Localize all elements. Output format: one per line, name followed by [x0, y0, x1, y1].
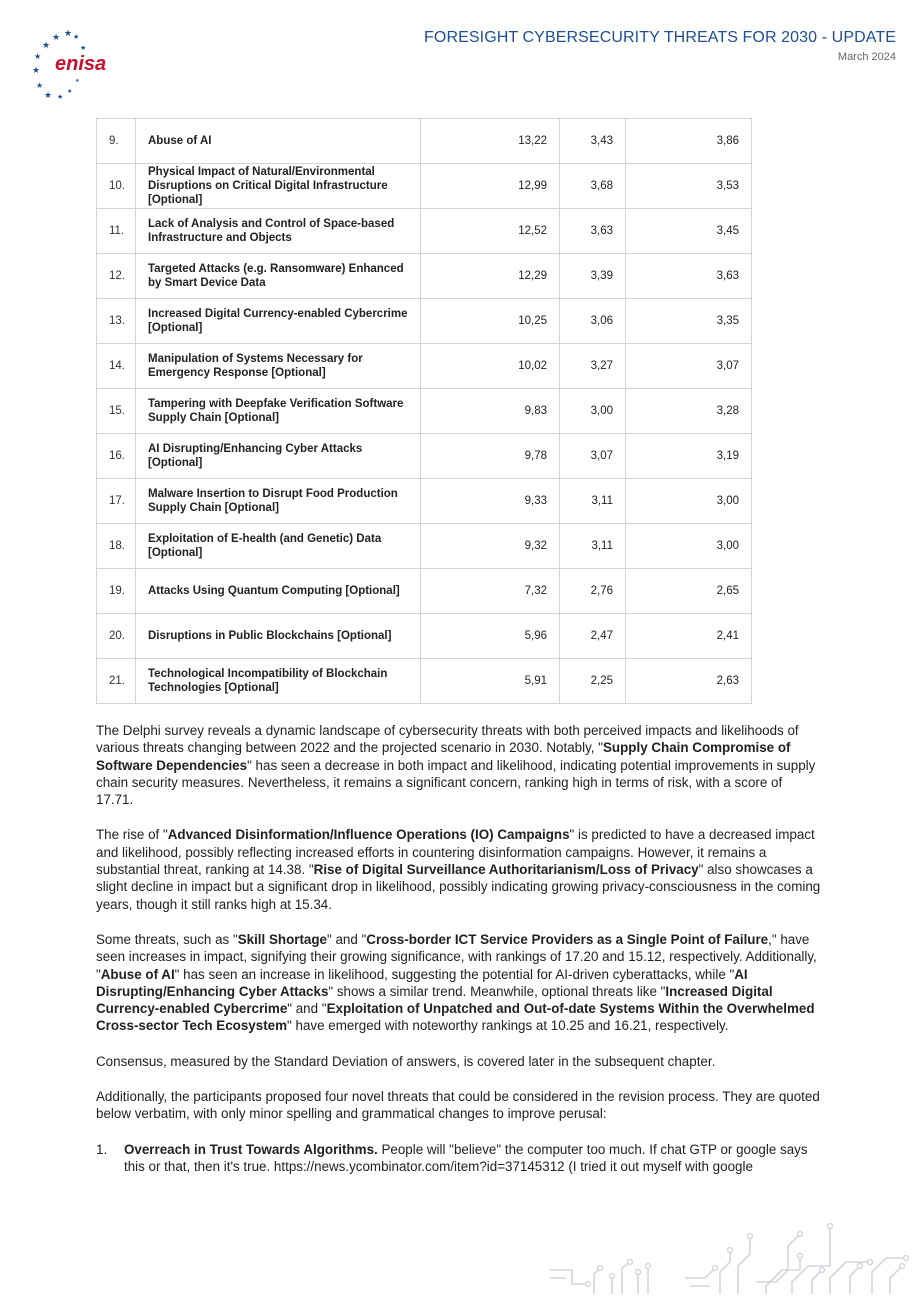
row-number: 11. [97, 209, 136, 254]
paragraph-consensus: Consensus, measured by the Standard Deviation of answers, is covered later in the subsequent chapter. [96, 1053, 716, 1069]
row-number: 12. [97, 254, 136, 299]
list-item [96, 1141, 822, 1176]
enisa-logo [28, 26, 118, 102]
threats-table [96, 118, 752, 704]
threat-name: Targeted Attacks (e.g. Ransomware) Enhanced by Smart Device Data [136, 254, 421, 299]
row-number: 15. [97, 389, 136, 434]
likelihood-value: 3,07 [626, 344, 752, 389]
table-row [97, 254, 752, 299]
threat-name: Increased Digital Currency-enabled Cybercrime [Optional] [136, 299, 421, 344]
risk-value: 9,33 [421, 479, 560, 524]
threat-highlight: Skill Shortage [237, 931, 327, 947]
row-number: 16. [97, 434, 136, 479]
row-number: 9. [97, 119, 136, 164]
likelihood-value: 3,00 [626, 479, 752, 524]
body-text [96, 722, 822, 1175]
table-row [97, 614, 752, 659]
table-row [97, 524, 752, 569]
document-date: March 2024 [837, 51, 896, 63]
table-row [97, 389, 752, 434]
risk-value: 9,32 [421, 524, 560, 569]
impact-value: 3,27 [560, 344, 626, 389]
impact-value: 2,25 [560, 659, 626, 704]
svg-text:★: ★ [52, 33, 61, 43]
risk-value: 5,96 [421, 614, 560, 659]
impact-value: 2,47 [560, 614, 626, 659]
threat-highlight: Supply Chain Compromise of Software Dependencies [96, 740, 791, 773]
paragraph-text: ," have seen increases in impact, signifying their growing significance, with rankings of 17.20 and 15.12, respectively. Additionally, " [96, 931, 817, 982]
row-number: 20. [97, 614, 136, 659]
likelihood-value: 3,28 [626, 389, 752, 434]
threat-name: AI Disrupting/Enhancing Cyber Attacks [Optional] [136, 434, 421, 479]
paragraph-disinformation [96, 826, 822, 912]
table-row [97, 209, 752, 254]
impact-value: 3,63 [560, 209, 626, 254]
list-item-body [124, 1141, 822, 1176]
threat-highlight: Increased Digital Currency-enabled Cybercrime [96, 983, 773, 1017]
paragraph-text: " has seen a decrease in both impact and likelihood, indicating potential improvements in supply chain security measures. Nevertheless, it remains a significant concern, ranking high in terms of risk, with a score of 17.71. [96, 757, 816, 808]
svg-text:★: ★ [42, 41, 51, 51]
row-number: 14. [97, 344, 136, 389]
impact-value: 3,11 [560, 479, 626, 524]
threat-name: Abuse of AI [136, 119, 421, 164]
list-number: 1. [96, 1141, 108, 1157]
paragraph-novel-threats: Additionally, the participants proposed four novel threats that could be considered in the revision process. They are quoted below verbatim, with only minor spelling and grammatical changes to improve perusal: [96, 1089, 820, 1122]
paragraph-text: Some threats, such as " [96, 931, 238, 947]
table-row [97, 479, 752, 524]
likelihood-value: 2,41 [626, 614, 752, 659]
paragraph-text: " is predicted to have a decreased impact and likelihood, possibly reflecting increased efforts in countering disinformation campaigns. However, it remains a substantial threat, ranking at 14.38. " [96, 827, 815, 878]
paragraph-supply-chain [96, 722, 822, 808]
threat-name: Exploitation of E-health (and Genetic) Data [Optional] [136, 524, 421, 569]
paragraph-increasing-threats [96, 931, 822, 1035]
risk-value: 10,02 [421, 344, 560, 389]
threat-highlight: Cross-border ICT Service Providers as a Single Point of Failure [366, 931, 769, 947]
svg-text:enisa: enisa [55, 53, 107, 75]
risk-value: 12,29 [421, 254, 560, 299]
list-item-title: Overreach in Trust Towards Algorithms. [124, 1141, 378, 1157]
threat-name: Technological Incompatibility of Blockchain Technologies [Optional] [136, 659, 421, 704]
row-number: 13. [97, 299, 136, 344]
likelihood-value: 3,35 [626, 299, 752, 344]
row-number: 21. [97, 659, 136, 704]
svg-text:★: ★ [36, 81, 44, 90]
list-item-text: People will "believe" the computer too much. If chat GTP or google says this or that, then it's true. https://news.ycombinator.com/item?id=37145312 (I tried it out myself with google [124, 1141, 808, 1174]
impact-value: 3,39 [560, 254, 626, 299]
threat-name: Disruptions in Public Blockchains [Optional] [136, 614, 421, 659]
risk-value: 7,32 [421, 569, 560, 614]
risk-value: 10,25 [421, 299, 560, 344]
risk-value: 9,83 [421, 389, 560, 434]
paragraph-text: " and " [287, 1001, 327, 1017]
row-number: 18. [97, 524, 136, 569]
svg-text:★: ★ [73, 33, 80, 41]
svg-text:★: ★ [34, 52, 42, 61]
risk-value: 12,99 [421, 164, 560, 209]
impact-value: 3,11 [560, 524, 626, 569]
impact-value: 3,07 [560, 434, 626, 479]
risk-value: 5,91 [421, 659, 560, 704]
likelihood-value: 3,19 [626, 434, 752, 479]
svg-text:★: ★ [67, 88, 73, 95]
threat-highlight: Advanced Disinformation/Influence Operations (IO) Campaigns [167, 827, 570, 843]
threat-highlight: Exploitation of Unpatched and Out-of-date Systems Within the Overwhelmed Cross-sector Tech Ecosystem [96, 1001, 815, 1034]
likelihood-value: 3,63 [626, 254, 752, 299]
enisa-logo-graphic [28, 26, 118, 102]
paragraph-text: " and " [327, 931, 367, 947]
table-row [97, 659, 752, 704]
threat-highlight: Rise of Digital Surveillance Authoritarianism/Loss of Privacy [313, 862, 699, 878]
table-row [97, 344, 752, 389]
impact-value: 3,00 [560, 389, 626, 434]
impact-value: 3,43 [560, 119, 626, 164]
risk-value: 13,22 [421, 119, 560, 164]
table-row [97, 434, 752, 479]
svg-text:★: ★ [32, 66, 41, 76]
likelihood-value: 3,53 [626, 164, 752, 209]
threat-name: Physical Impact of Natural/Environmental Disruptions on Critical Digital Infrastructure [Optional] [136, 164, 421, 209]
impact-value: 3,06 [560, 299, 626, 344]
likelihood-value: 2,63 [626, 659, 752, 704]
table-row [97, 164, 752, 209]
circuit-decoration [530, 1222, 920, 1302]
likelihood-value: 3,45 [626, 209, 752, 254]
svg-text:★: ★ [75, 78, 80, 84]
document-title: FORESIGHT CYBERSECURITY THREATS FOR 2030 - UPDATE [424, 29, 896, 46]
row-number: 17. [97, 479, 136, 524]
row-number: 19. [97, 569, 136, 614]
circuit-graphic [530, 1222, 920, 1302]
paragraph-text: The rise of " [96, 827, 168, 843]
threat-name: Malware Insertion to Disrupt Food Production Supply Chain [Optional] [136, 479, 421, 524]
svg-text:★: ★ [80, 44, 87, 52]
svg-text:★: ★ [64, 29, 73, 39]
risk-value: 12,52 [421, 209, 560, 254]
paragraph-text: " shows a similar trend. Meanwhile, optional threats like " [328, 983, 666, 999]
table-row [97, 299, 752, 344]
paragraph-text: " have emerged with noteworthy rankings at 10.25 and 16.21, respectively. [287, 1018, 729, 1034]
threat-highlight: Abuse of AI [100, 966, 175, 982]
table-row [97, 569, 752, 614]
paragraph-text: " also showcases a slight decline in impact but a significant drop in likelihood, possibly indicating growing privacy-consciousness in the coming years, though it still ranks high at 15.34. [96, 862, 821, 912]
paragraph-text: The Delphi survey reveals a dynamic landscape of cybersecurity threats with both perceived impacts and likelihoods of various threats changing between 2022 and the projected scenario in 2030. Notably, " [96, 723, 799, 756]
likelihood-value: 2,65 [626, 569, 752, 614]
likelihood-value: 3,00 [626, 524, 752, 569]
impact-value: 2,76 [560, 569, 626, 614]
threat-name: Attacks Using Quantum Computing [Optional] [136, 569, 421, 614]
svg-text:★: ★ [44, 91, 53, 101]
risk-value: 9,78 [421, 434, 560, 479]
likelihood-value: 3,86 [626, 119, 752, 164]
paragraph-text: " has seen an increase in likelihood, suggesting the potential for AI-driven cyberattacks, while " [174, 966, 735, 982]
table-row [97, 119, 752, 164]
impact-value: 3,68 [560, 164, 626, 209]
threat-name: Manipulation of Systems Necessary for Emergency Response [Optional] [136, 344, 421, 389]
row-number: 10. [97, 164, 136, 209]
threat-highlight: AI Disrupting/Enhancing Cyber Attacks [96, 966, 748, 999]
threat-name: Tampering with Deepfake Verification Software Supply Chain [Optional] [136, 389, 421, 434]
threat-name: Lack of Analysis and Control of Space-based Infrastructure and Objects [136, 209, 421, 254]
svg-text:★: ★ [57, 93, 64, 101]
